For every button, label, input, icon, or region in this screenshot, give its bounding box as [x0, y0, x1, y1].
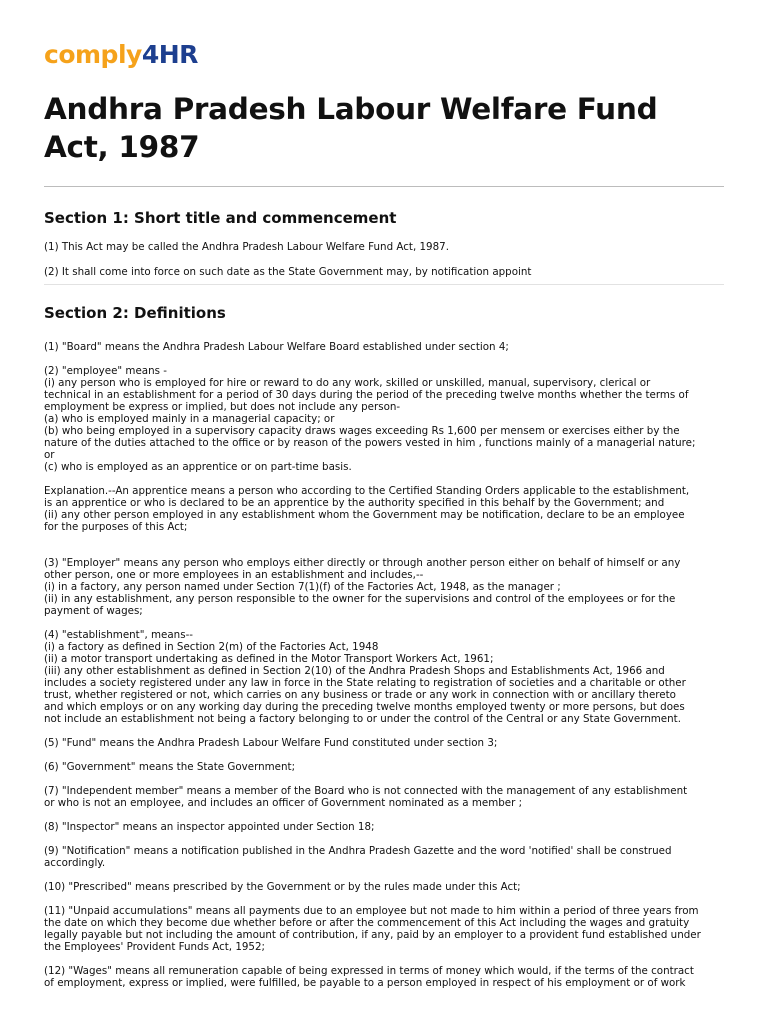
logo-part-4hr: 4HR [141, 40, 198, 69]
definition-notification: (9) "Notification" means a notification published in the Andhra Pradesh Gazette and the word 'notified' shall be construed accordingly. [44, 845, 672, 869]
section-1-heading: Section 1: Short title and commencement [44, 209, 397, 227]
definition-board: (1) "Board" means the Andhra Pradesh Labour Welfare Board established under section 4; [44, 341, 509, 353]
document-title: Andhra Pradesh Labour Welfare Fund Act, 1987 [44, 92, 658, 164]
document-page [44, 40, 724, 989]
section-1 [44, 208, 724, 285]
section-divider [44, 284, 724, 285]
brand-logo[interactable] [44, 40, 724, 70]
section-2 [44, 303, 724, 989]
section-2-heading: Section 2: Definitions [44, 304, 226, 322]
definition-explanation: Explanation.--An apprentice means a person who according to the Certified Standing Orders applicable to the establishment, is an apprentice or who is declared to be an apprentice by the authority specified in this behalf by the Government; and (ii) any other person employed in any establishment whom the Government may be notification, declare to be an employee for the purposes of this Act; [44, 485, 690, 533]
definition-unpaid-accumulations: (11) "Unpaid accumulations" means all payments due to an employee but not made to him within a period of three years from the date on which they become due whether before or after the commencement of this Act including the wages and gratuity legally payable but not including the amount of contribution, if any, paid by an employer to a provident fund established under the Employees' Provident Funds Act, 1952; [44, 905, 701, 953]
title-divider [44, 186, 724, 187]
definition-inspector: (8) "Inspector" means an inspector appointed under Section 18; [44, 821, 375, 833]
definition-establishment: (4) "establishment", means-- (i) a factory as defined in Section 2(m) of the Factories Act, 1948 (ii) a motor transport undertaking as defined in the Motor Transport Workers Act, 1961; (iii) any other establishment as defined in Section 2(10) of the Andhra Pradesh Shops and Establishments Act, 1966 and includes a society registered under any law in force in the State relating to registration of societies and a charitable or other trust, whether registered or not, which carries on any business or trade or any work in connection with or ancillary thereto and which employs or on any working day during the preceding twelve months employed twenty or more persons, but does not include an establishment not being a factory belonging to or under the control of the Central or any State Government. [44, 629, 686, 725]
section-1-paragraph-2: (2) It shall come into force on such date as the State Government may, by notification appoint [44, 266, 532, 278]
definition-government: (6) "Government" means the State Government; [44, 761, 296, 773]
logo-part-comply: comply [44, 40, 142, 69]
definition-prescribed: (10) "Prescribed" means prescribed by the Government or by the rules made under this Act; [44, 881, 521, 893]
section-1-paragraph-1: (1) This Act may be called the Andhra Pradesh Labour Welfare Fund Act, 1987. [44, 241, 449, 253]
definition-fund: (5) "Fund" means the Andhra Pradesh Labour Welfare Fund constituted under section 3; [44, 737, 498, 749]
definition-wages: (12) "Wages" means all remuneration capable of being expressed in terms of money which would, if the terms of the contract of employment, express or implied, were fulfilled, be payable to a person employed in respect of his employment or of work [44, 965, 694, 989]
definition-employee: (2) "employee" means - (i) any person who is employed for hire or reward to do any work, skilled or unskilled, manual, supervisory, clerical or technical in an establishment for a period of 30 days during the period of the preceding twelve months whether the terms of employment be express or implied, but does not include any person- (a) who is employed mainly in a managerial capacity; or (b) who being employed in a supervisory capacity draws wages exceeding Rs 1,600 per mensem or exercises either by the nature of the duties attached to the office or by reason of the powers vested in him , functions mainly of a managerial nature; or (c) who is employed as an apprentice or on part-time basis. [44, 365, 696, 473]
definition-employer: (3) "Employer" means any person who employs either directly or through another person either on behalf of himself or any other person, one or more employees in an establishment and includes,-- (i) in a factory, any person named under Section 7(1)(f) of the Factories Act, 1948, as the manager ; (ii) in any establishment, any person responsible to the owner for the supervisions and control of the employees or for the payment of wages; [44, 557, 681, 617]
definition-independent-member: (7) "Independent member" means a member of the Board who is not connected with the management of any establishment or who is not an employee, and includes an officer of Government nominated as a member ; [44, 785, 688, 809]
